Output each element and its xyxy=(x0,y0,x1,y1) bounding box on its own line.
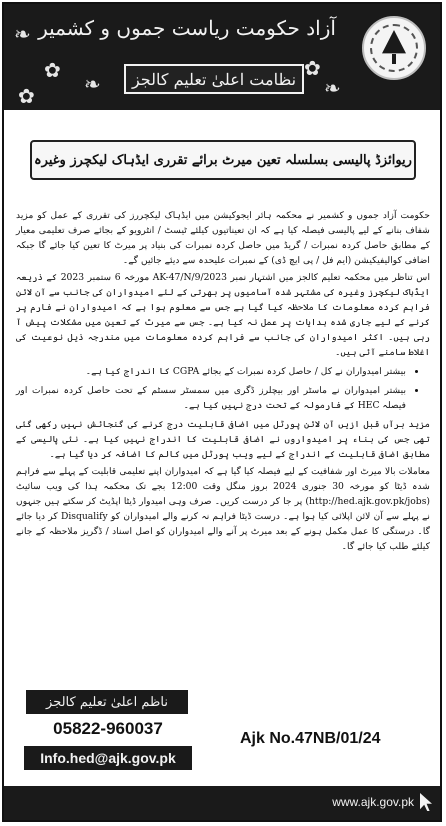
email-address[interactable]: Info.hed@ajk.gov.pk xyxy=(24,746,192,770)
maple-leaf-icon: ❧ xyxy=(84,72,101,96)
ad-reference-number: Ajk No.47NB/01/24 xyxy=(240,730,381,747)
signatory-label: ناظم اعلیٰ تعلیم کالجز xyxy=(26,690,188,714)
cursor-pointer-icon xyxy=(420,793,432,811)
paragraph-additional-qualification: مزید برآں قبل ازیں آن لائن پورٹل میں اضافی قابلیت درج کرنے کی گنجائش نہیں رکھی گئی تھی جس کی بناء پر امیدواروں نے اضافی قابلیت کا اندراج نہیں کیا ہے۔ نئی پالیسی کے مطابق اضافی قابلیت کے اندراج کے لیے ویب پورٹل میں کالم کا اضافہ کر دیا گیا ہے۔ xyxy=(16,419,430,460)
ajk-emblem-icon xyxy=(362,16,426,80)
website-link[interactable]: www.ajk.gov.pk xyxy=(332,795,414,809)
subject-heading: ریوائزڈ پالیسی بسلسلہ تعین میرٹ برائے تقرری ایڈہاک لیکچرز وغیرہ xyxy=(30,140,416,180)
header-banner xyxy=(4,4,440,110)
phone-number: 05822-960037 xyxy=(53,719,163,738)
contact-block xyxy=(20,690,200,770)
maple-leaf-icon: ✿ xyxy=(44,58,61,82)
maple-leaf-icon: ✿ xyxy=(304,56,321,80)
footer-bar xyxy=(4,786,440,820)
list-item: • بیشتر امیدواران نے ماسٹر اور بیچلرز ڈگری میں سمسٹر سسٹم کے تحت حاصل کردہ نمبرات اور فیصلہ HEC کے فارمولہ کے تحت درج نہیں کیا ہے۔ xyxy=(16,383,406,413)
error-list xyxy=(16,364,416,413)
directorate-label: نظامت اعلیٰ تعلیم کالجز xyxy=(124,64,304,94)
list-item: • بیشتر امیدواران نے کل / حاصل کردہ نمبرات کے بجائے CGPA کا اندراج کیا ہے۔ xyxy=(16,364,406,379)
paragraph-deadline: معاملات بالا میرٹ اور شفافیت کے لیے فیصلہ کیا گیا ہے کہ امیدواران اپنے تعلیمی قابلیت کے پہلے سے فراہم شدہ ڈیٹا کو مورخہ 30 جنوری 2024 بروز منگل وقت 12:00 بجے تک محکمہ ہذا کی ویب سائیٹ (http://hed.ajk.gov.pk/jobs) پر جا کر درست کریں۔ صرف وہی امیدوار ڈیٹا اپڈیٹ کر سکتے ہیں جنہوں نے پہلے سے آن لائن اپلائی کیا ہوا ہے۔ درست ڈیٹا فراہم نہ کرنے والے امیدواران کو Disqualify کر دیا جائے گا۔ درستگی کا عمل مکمل ہونے کے بعد میرٹ پر آنے والے امیدواران کو اصل اسناد / ڈگریز ملاحظہ کے جانے کیلئے طلب کیا جائے گا۔ xyxy=(16,466,430,552)
maple-leaf-icon: ❧ xyxy=(14,22,31,46)
government-title: آزاد حکومت ریاست جموں و کشمیر xyxy=(38,16,336,40)
paragraph-policy: حکومت آزاد جموں و کشمیر نے محکمہ ہائر ایجوکیشن میں ایڈہاک لیکچررز کی تقرری کے عمل کو مزید شفاف بنانے کے لیے پالیسی فیصلہ کیا ہے کہ ان تعیناتیوں کیلئے ٹیسٹ / انٹرویو کے بجائے صرف تعلیمی معیار کے مطابق حاصل کردہ نمبرات / گریڈ میں حاصل کردہ نمبرات کی بنیاد پر میرٹ کا تعین کیا جائے گا جبکہ اضافی کوالیفیکیشن (ایم فل / پی ایچ ڈی) کے نمبرات علیحدہ سے دیئے جائیں گے۔ xyxy=(16,210,430,266)
notice-body xyxy=(16,208,430,556)
maple-leaf-icon: ❧ xyxy=(324,76,341,100)
paragraph-advertisement: اس تناظر میں محکمہ تعلیم کالجز میں اشتہار نمبر AK-47/N/9/2023 مورخہ 6 ستمبر 2023 کے ذریعہ ایڈہاک لیکچرز وغیرہ کی مشتہر شدہ آسامیوں پر بھرتی کے لئے امیدواران کی جانب سے آن لائن فراہم کردہ معلومات کا ملاحظہ کیا گیا ہے جس سے معلوم ہوا ہے کہ امیدواران نے فارم پر کرنے کے لیے جاری شدہ ہدایات پر عمل نہ کیا ہے۔ جس سے میرٹ کے تعین میں مشکلات پیش آ رہی ہیں۔ اکثر امیدواران کی جانب سے فراہم کردہ معلومات میں مندرجہ ذیل نوعیت کی اغلاط سامنے آئی ہیں۔ xyxy=(16,272,431,358)
tree-trunk xyxy=(392,54,396,64)
maple-leaf-icon: ✿ xyxy=(18,84,35,108)
